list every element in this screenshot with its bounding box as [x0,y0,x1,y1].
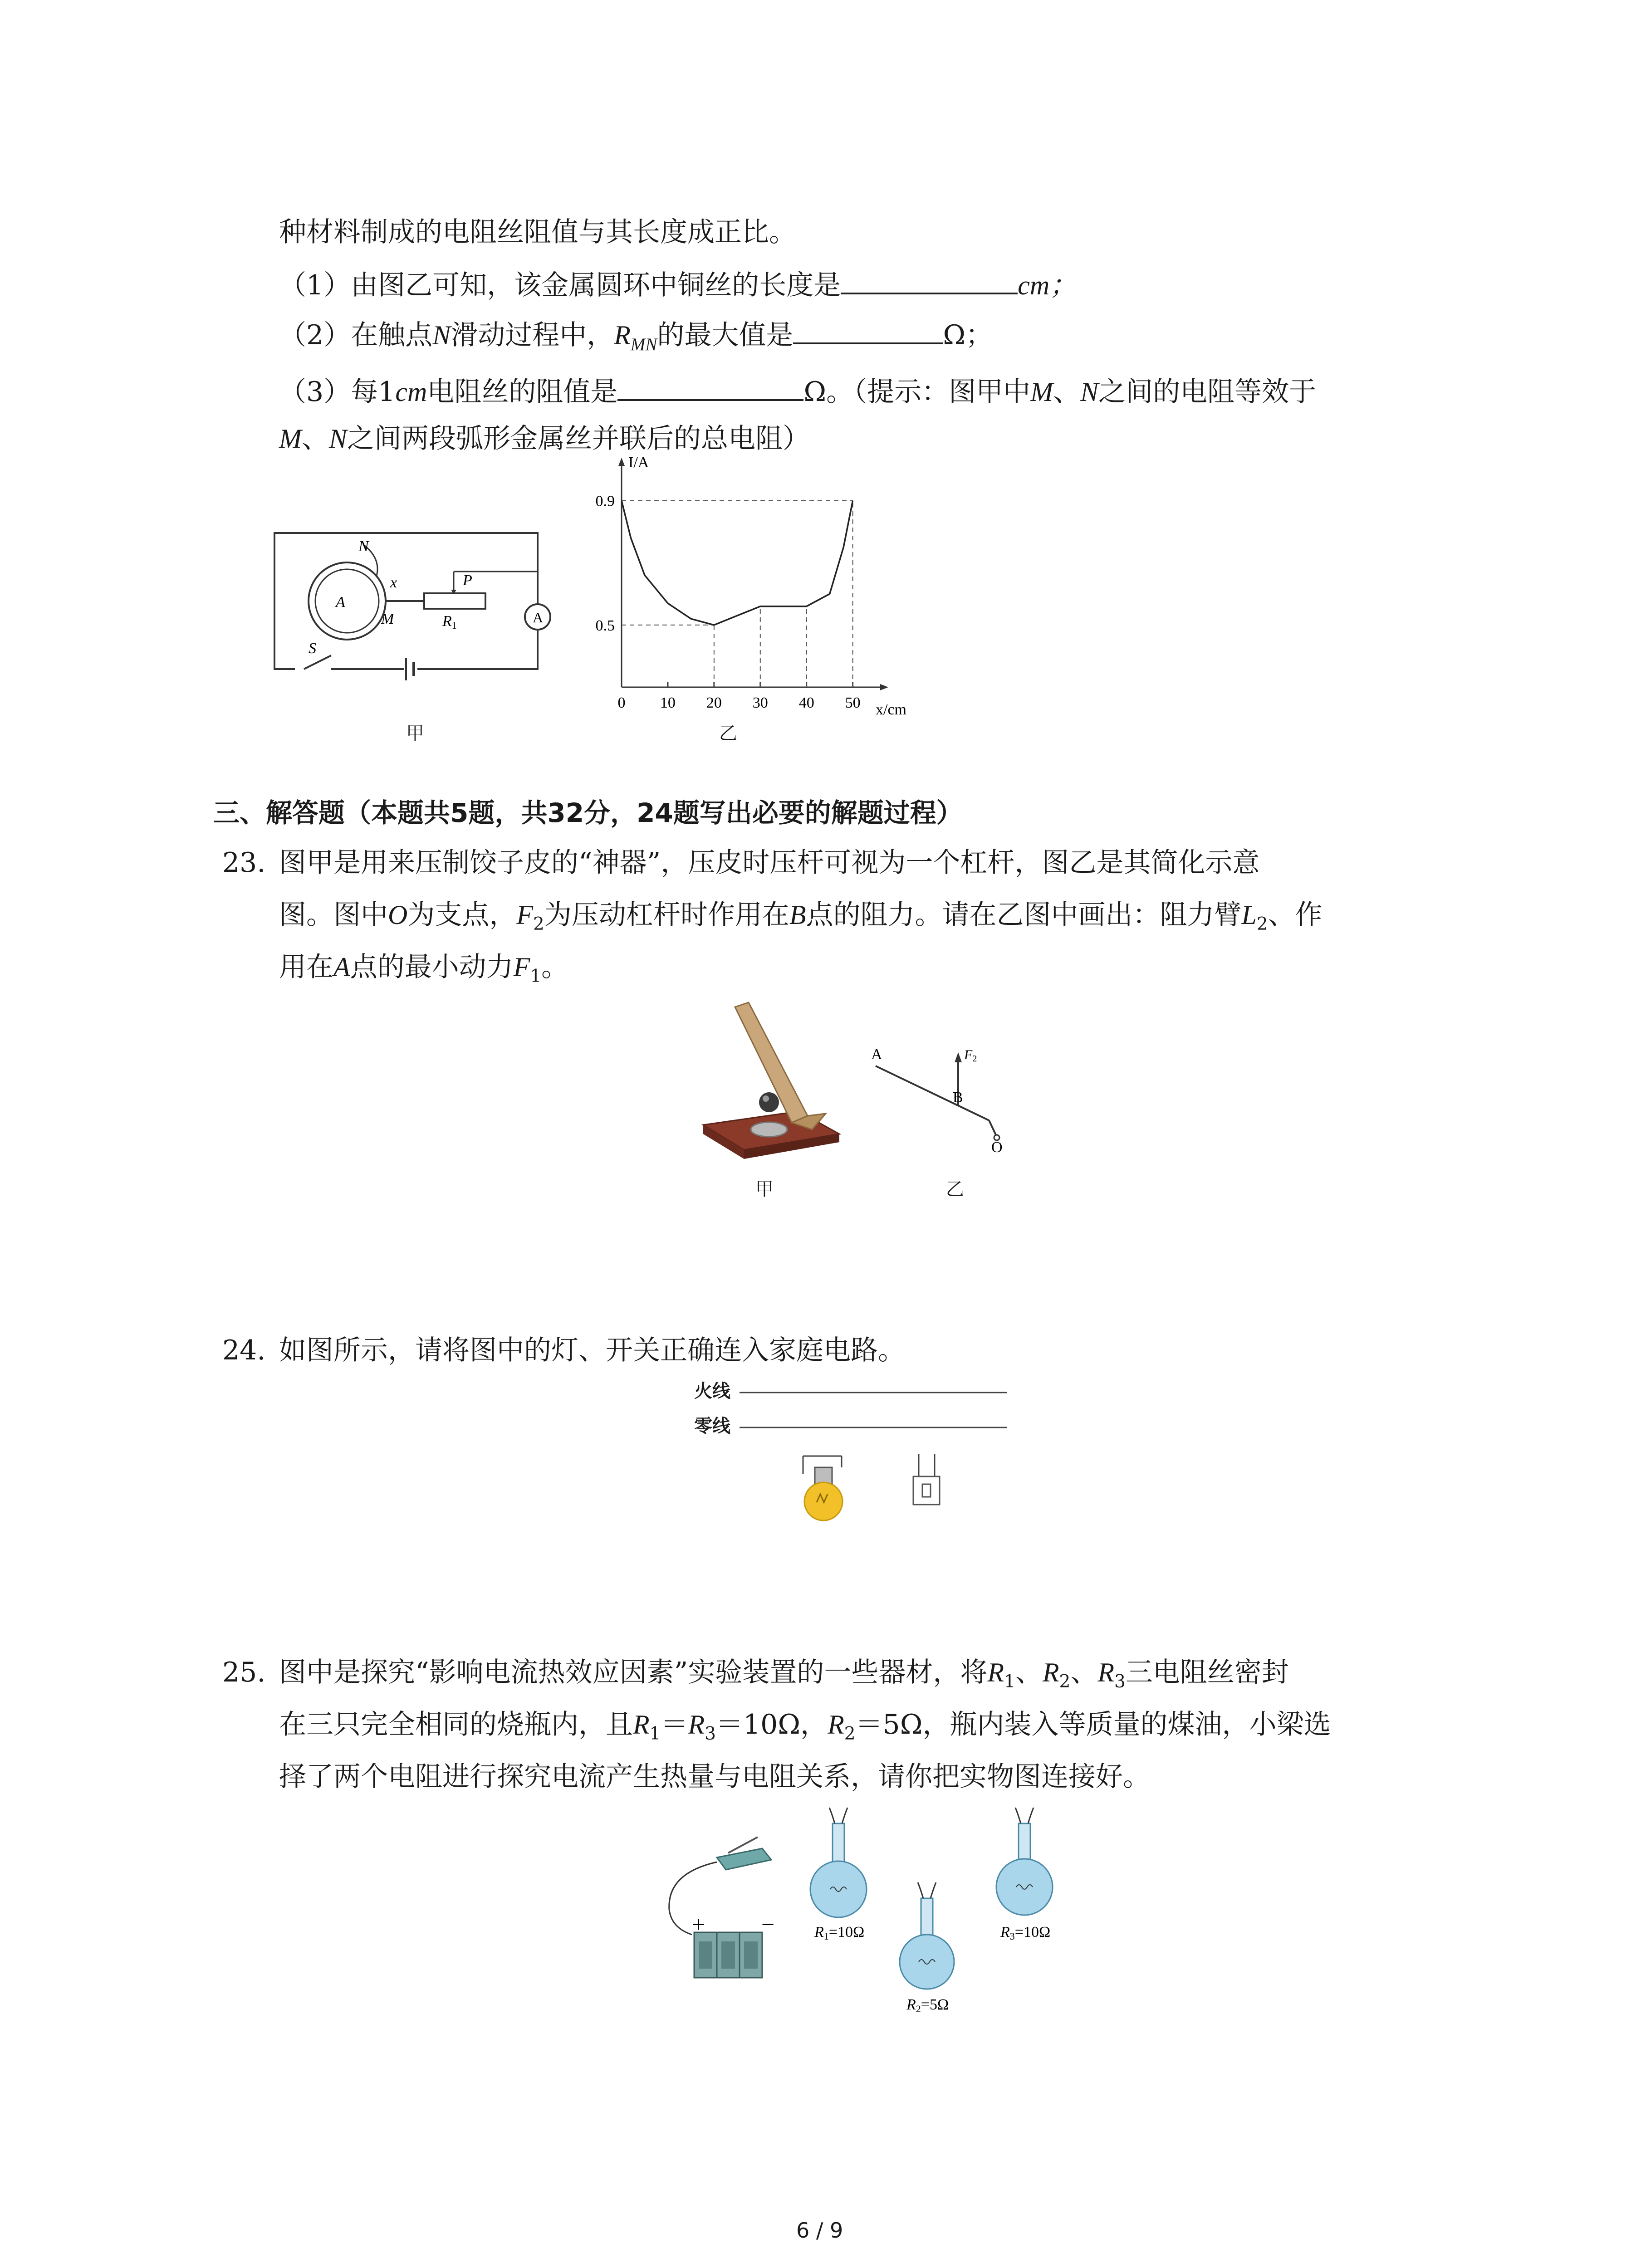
q24-text: 如图所示，请将图中的灯、开关正确连入家庭电路。 [279,1334,905,1366]
label-A: A [336,594,345,611]
q22-sub3: （3）每1cm电阻丝的阻值是 Ω。（提示：图甲中M、N之间的电阻等效于 [279,372,1316,411]
q22-sub2: （2）在触点N滑动过程中，$R_{MN}$的最大值是 Ω； [279,315,993,364]
q24-number: 24. [222,1334,266,1366]
section-3-title: 三、解答题（本题共5题，共32分，24题写出必要的解题过程） [213,797,963,828]
x-axis-label: x/cm [876,701,906,718]
x-tick-label: 20 [706,694,722,711]
q23-line3: 用在A点的最小动力$F_1$。 [279,951,569,987]
label-M: M [381,611,394,627]
label-S: S [309,640,316,657]
label-N: N [358,538,369,555]
page-number: 6 / 9 [796,2218,843,2243]
q25-line1: 图中是探究“影响电流热效应因素”实验装置的一些器材，将$R_1$、$R_2$、$R_3$三电阻丝密封 [279,1657,1289,1692]
x-tick-label: 30 [752,694,768,711]
lever-label-F2: F2 [964,1047,977,1064]
lever-label-B: B [953,1089,963,1106]
q23-line2: 图。图中O为支点，$F_2$为压动杠杆时作用在B点的阻力。请在乙图中画出：阻力臂$L_2$、作 [279,899,1323,934]
lever-label-O: O [991,1139,1003,1156]
label-P: P [463,572,472,589]
label-x: x [390,574,397,591]
q25-line2: 在三只完全相同的烧瓶内，且$R_1=R_3=10\Omega$，$R_2=5\Omega$，瓶内装入等质量的煤油，小梁选 [279,1709,1331,1744]
x-tick-label: 0 [617,694,626,711]
y-axis-arrow [618,458,625,466]
answer-blank-1[interactable] [841,265,1018,294]
y-tick-label: 0.9 [595,493,615,510]
live-wire-label: 火线 [694,1381,730,1402]
x-axis-arrow [880,684,888,690]
q23-line1: 图甲是用来压制饺子皮的“神器”，压皮时压杆可视为一个杠杆，图乙是其简化示意 [279,847,1260,879]
heating-experiment-apparatus [649,1805,1084,2023]
q25-number: 25. [222,1657,266,1688]
household-circuit-diagram [735,1379,1016,1542]
x-tick-label: 50 [845,694,861,711]
ammeter-label: A [533,609,544,626]
neutral-wire-label: 零线 [694,1416,730,1437]
label-R1: R1 [442,613,457,631]
flask-r2-label: R2=5Ω [906,1996,949,2014]
lever-diagram [862,1034,1021,1170]
flask-r1-label: R1=10Ω [814,1924,865,1942]
y-tick-label: 0.5 [595,617,615,634]
q25-line3: 择了两个电阻进行探究电流产生热量与电阻关系，请你把实物图连接好。 [279,1761,1150,1793]
answer-blank-2[interactable] [793,315,943,344]
lever-label-A: A [871,1046,882,1063]
answer-blank-3[interactable] [617,372,803,401]
q23-caption-yi: 乙 [946,1179,964,1200]
dumpling-press-illustration [699,998,853,1166]
series-line-I [622,501,853,625]
y-axis-label: I/A [628,454,649,471]
q23-caption-jia: 甲 [755,1179,774,1200]
q23-number: 23. [222,847,266,879]
current-vs-x-chart [554,454,906,723]
battery-plus-label: + [692,1912,705,1938]
caption-yi: 乙 [719,723,737,744]
q22-sub1: （1）由图乙可知，该金属圆环中铜丝的长度是 cm； [279,265,1077,304]
caption-jia: 甲 [406,723,424,744]
x-tick-label: 40 [798,694,814,711]
x-tick-label: 10 [660,694,676,711]
flask-r3-label: R3=10Ω [1000,1924,1051,1942]
battery-minus-label: − [761,1912,775,1938]
q22-line0: 种材料制成的电阻丝阻值与其长度成正比。 [279,216,796,248]
q22-sub3-cont: M、N之间两段弧形金属丝并联后的总电阻） [279,423,810,455]
circuit-diagram-jia [268,508,558,689]
